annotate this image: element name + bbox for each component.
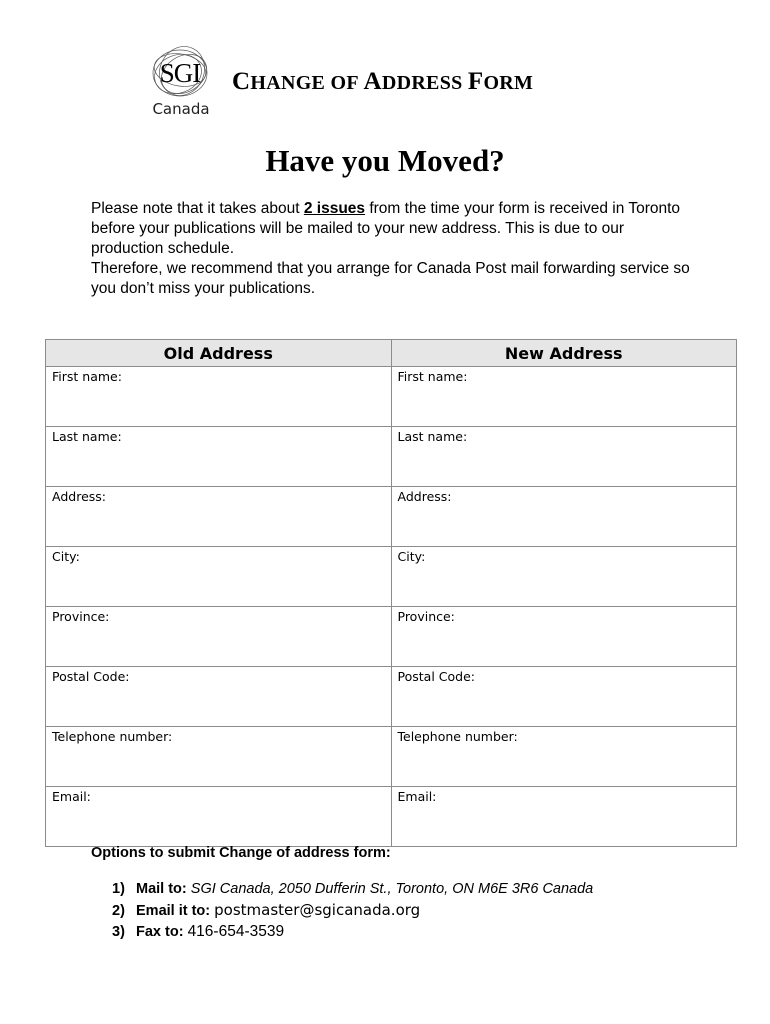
issues-emphasis: 2 issues — [303, 200, 366, 217]
table-row — [46, 607, 737, 667]
new-address-header: New Address — [391, 340, 737, 367]
old-city-field[interactable]: City: — [46, 547, 392, 607]
form-title: CHANGE OF ADDRESS FORM — [232, 68, 534, 95]
new-address-field[interactable]: Address: — [391, 487, 737, 547]
intro-text — [91, 199, 691, 299]
new-postal-code-field[interactable]: Postal Code: — [391, 667, 737, 727]
page-headline: Have you Moved? — [265, 143, 505, 178]
list-item: 1) Mail to: SGI Canada, 2050 Dufferin St., Toronto, ON M6E 3R6 Canada — [112, 881, 594, 897]
email-address-link[interactable]: postmaster@sgicanada.org — [214, 901, 421, 919]
intro-paragraph-2: Therefore, we recommend that you arrange for Canada Post mail forwarding service so you don’t miss your publications. — [91, 260, 690, 297]
old-last-name-field[interactable]: Last name: — [46, 427, 392, 487]
table-row — [46, 727, 737, 787]
logo-subtext: Canada — [152, 100, 210, 118]
sgi-canada-logo — [146, 44, 218, 124]
mail-to-label: Mail to: — [136, 881, 187, 897]
new-city-field[interactable]: City: — [391, 547, 737, 607]
intro-paragraph-1: Please note that it takes about 2 issues from the time your form is received in Toronto before your publications will be mailed to your new address. This is due to our production schedule. — [91, 200, 681, 257]
address-table — [45, 339, 737, 847]
old-province-field[interactable]: Province: — [46, 607, 392, 667]
fax-number: 416-654-3539 — [187, 923, 285, 940]
table-row — [46, 547, 737, 607]
options-heading: Options to submit Change of address form: — [91, 845, 391, 861]
table-row — [46, 787, 737, 847]
email-label: Email it to: — [136, 903, 211, 919]
new-telephone-field[interactable]: Telephone number: — [391, 727, 737, 787]
table-row — [46, 427, 737, 487]
old-telephone-field[interactable]: Telephone number: — [46, 727, 392, 787]
mail-address: SGI Canada, 2050 Dufferin St., Toronto, ON M6E 3R6 Canada — [190, 881, 594, 897]
logo-mark: SGI — [159, 58, 201, 88]
table-row — [46, 667, 737, 727]
new-email-field[interactable]: Email: — [391, 787, 737, 847]
list-item: 3) Fax to: 416-654-3539 — [112, 923, 285, 940]
table-row — [46, 487, 737, 547]
old-email-field[interactable]: Email: — [46, 787, 392, 847]
submission-options-list — [112, 879, 732, 942]
old-postal-code-field[interactable]: Postal Code: — [46, 667, 392, 727]
fax-label: Fax to: — [136, 924, 184, 940]
old-address-field[interactable]: Address: — [46, 487, 392, 547]
new-province-field[interactable]: Province: — [391, 607, 737, 667]
new-last-name-field[interactable]: Last name: — [391, 427, 737, 487]
old-address-header: Old Address — [46, 340, 392, 367]
table-row — [46, 367, 737, 427]
list-item: 2) Email it to: postmaster@sgicanada.org — [112, 901, 421, 919]
new-first-name-field[interactable]: First name: — [391, 367, 737, 427]
old-first-name-field[interactable]: First name: — [46, 367, 392, 427]
